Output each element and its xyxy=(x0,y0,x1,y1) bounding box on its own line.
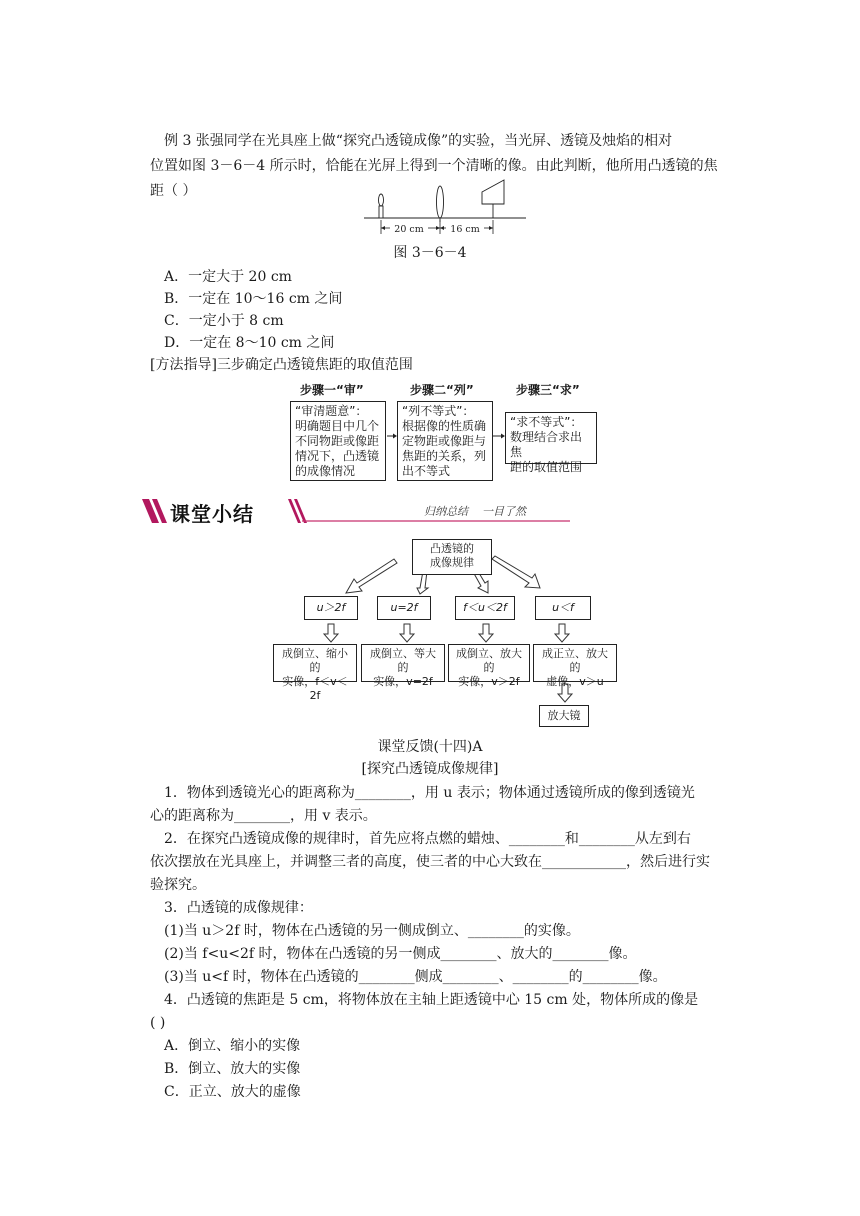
result-text: 成正立、放大的 xyxy=(542,647,608,674)
result-box-1 xyxy=(273,644,357,702)
step-3-box xyxy=(505,412,597,474)
condition-box-2: u=2f xyxy=(377,596,431,620)
step-2-text: 根据像的性质确 xyxy=(402,419,487,433)
q1-line-1: 1．物体到透镜光心的距离称为________，用 u 表示；物体通过透镜所成的像到透镜光 xyxy=(164,785,695,801)
example-line-3: 距（ ） xyxy=(150,183,197,199)
result-box-4 xyxy=(533,644,617,688)
option-d: D．一定在 8～10 cm 之间 xyxy=(164,335,335,351)
figure-caption: 图 3－6－4 xyxy=(393,245,467,261)
step-3-title: 步骤三“求” xyxy=(516,383,580,397)
magnifier-box: 放大镜 xyxy=(539,705,589,727)
step-3-text: 距的取值范围 xyxy=(510,460,583,474)
result-text: 实像，v=2f xyxy=(373,675,433,688)
q4-option-a: A．倒立、缩小的实像 xyxy=(164,1038,301,1054)
result-text: 实像，f＜v＜2f xyxy=(282,675,348,702)
condition-box-1: u＞2f xyxy=(304,596,358,620)
step-1-title: 步骤一“审” xyxy=(300,383,364,397)
feedback-subtitle: [探究凸透镜成像规律] xyxy=(361,761,499,777)
root-text: 凸透镜的 xyxy=(430,542,474,555)
arrow-right-icon xyxy=(501,434,505,439)
condition-box-3: f＜u＜2f xyxy=(455,596,515,620)
method-title: [方法指导]三步确定凸透镜焦距的取值范围 xyxy=(150,357,413,373)
arrow-down-left-icon xyxy=(346,559,397,593)
arrow-down-right-icon xyxy=(492,556,540,588)
step-1-text: 明确题目中几个 xyxy=(295,419,380,433)
step-1-box xyxy=(290,401,386,481)
result-box-3 xyxy=(448,644,530,688)
q2-line-3: 验探究。 xyxy=(150,877,206,893)
q1-line-2: 心的距离称为________，用 v 表示。 xyxy=(150,808,377,824)
q3-item-2: (2)当 f<u<2f 时，物体在凸透镜的另一侧成________、放大的________像。 xyxy=(164,946,637,962)
root-box xyxy=(412,539,492,575)
distance-label-right: 16 cm xyxy=(450,224,480,235)
condition-box-4: u＜f xyxy=(535,596,591,620)
result-text: 虚像，v＞u xyxy=(546,675,604,688)
step-2-text: 出不等式 xyxy=(402,464,451,478)
section-header xyxy=(142,496,572,526)
q3-title: 3．凸透镜的成像规律： xyxy=(164,900,313,916)
step-1-text: 的成像情况 xyxy=(295,464,356,478)
result-text: 成倒立、放大的 xyxy=(456,647,522,674)
optical-bench-figure xyxy=(360,178,530,240)
result-box-2 xyxy=(361,644,445,688)
step-3-text: 数理结合求出焦 xyxy=(510,430,583,459)
step-arrows xyxy=(386,430,506,442)
result-text: 实像，v＞2f xyxy=(458,675,520,688)
step-1-text: “审清题意”： xyxy=(295,404,368,418)
arrow-down-icon xyxy=(400,624,414,642)
example-line-1: 例 3 张强同学在光具座上做“探究凸透镜成像”的实验，当光屏、透镜及烛焰的相对 xyxy=(164,133,673,149)
lens-icon xyxy=(437,186,444,218)
arrow-down-icon xyxy=(555,624,569,642)
root-text: 成像规律 xyxy=(430,556,474,569)
q3-item-1: (1)当 u＞2f 时，物体在凸透镜的另一侧成倒立、________的实像。 xyxy=(164,923,580,939)
q3-item-3: (3)当 u<f 时，物体在凸透镜的________侧成________、________的________像。 xyxy=(164,969,667,985)
section-slogan: 归纳总结 一目了然 xyxy=(424,505,526,518)
option-c: C．一定小于 8 cm xyxy=(164,313,284,329)
screen-icon xyxy=(482,180,504,218)
q4-option-c: C．正立、放大的虚像 xyxy=(164,1084,301,1100)
arrow-right-icon xyxy=(393,434,397,439)
feedback-title: 课堂反馈(十四)A xyxy=(377,739,483,755)
step-2-text: “列不等式”： xyxy=(402,404,475,418)
distance-label-left: 20 cm xyxy=(394,224,424,235)
step-1-text: 不同物距或像距 xyxy=(295,434,380,448)
step-1-text: 情况下，凸透镜 xyxy=(295,449,380,463)
q2-line-2: 依次摆放在光具座上，并调整三者的高度，使三者的中心大致在____________，然后进行实 xyxy=(150,854,710,870)
q4-line-1: 4．凸透镜的焦距是 5 cm，将物体放在主轴上距透镜中心 15 cm 处，物体所成的像是 xyxy=(164,992,699,1008)
step-3-text: “求不等式”： xyxy=(510,415,583,429)
step-2-text: 定物距或像距与 xyxy=(402,434,487,448)
step-2-title: 步骤二“列” xyxy=(410,383,474,397)
section-title: 课堂小结 xyxy=(170,502,254,526)
q4-option-b: B．倒立、放大的实像 xyxy=(164,1061,301,1077)
result-text: 成倒立、等大的 xyxy=(370,647,436,674)
option-b: B．一定在 10～16 cm 之间 xyxy=(164,291,343,307)
option-a: A．一定大于 20 cm xyxy=(164,269,292,285)
result-text: 成倒立、缩小的 xyxy=(282,647,348,674)
arrow-down-icon xyxy=(324,624,338,642)
arrow-down-icon xyxy=(479,624,493,642)
step-2-text: 焦距的关系，列 xyxy=(402,449,487,463)
q4-line-2: ( ) xyxy=(150,1015,166,1031)
q2-line-1: 2．在探究凸透镜成像的规律时，首先应将点燃的蜡烛、________和________从左到右 xyxy=(164,831,691,847)
example-line-2: 位置如图 3－6－4 所示时，恰能在光屏上得到一个清晰的像。由此判断，他所用凸透镜的焦 xyxy=(150,158,718,174)
candle-icon xyxy=(379,194,384,218)
